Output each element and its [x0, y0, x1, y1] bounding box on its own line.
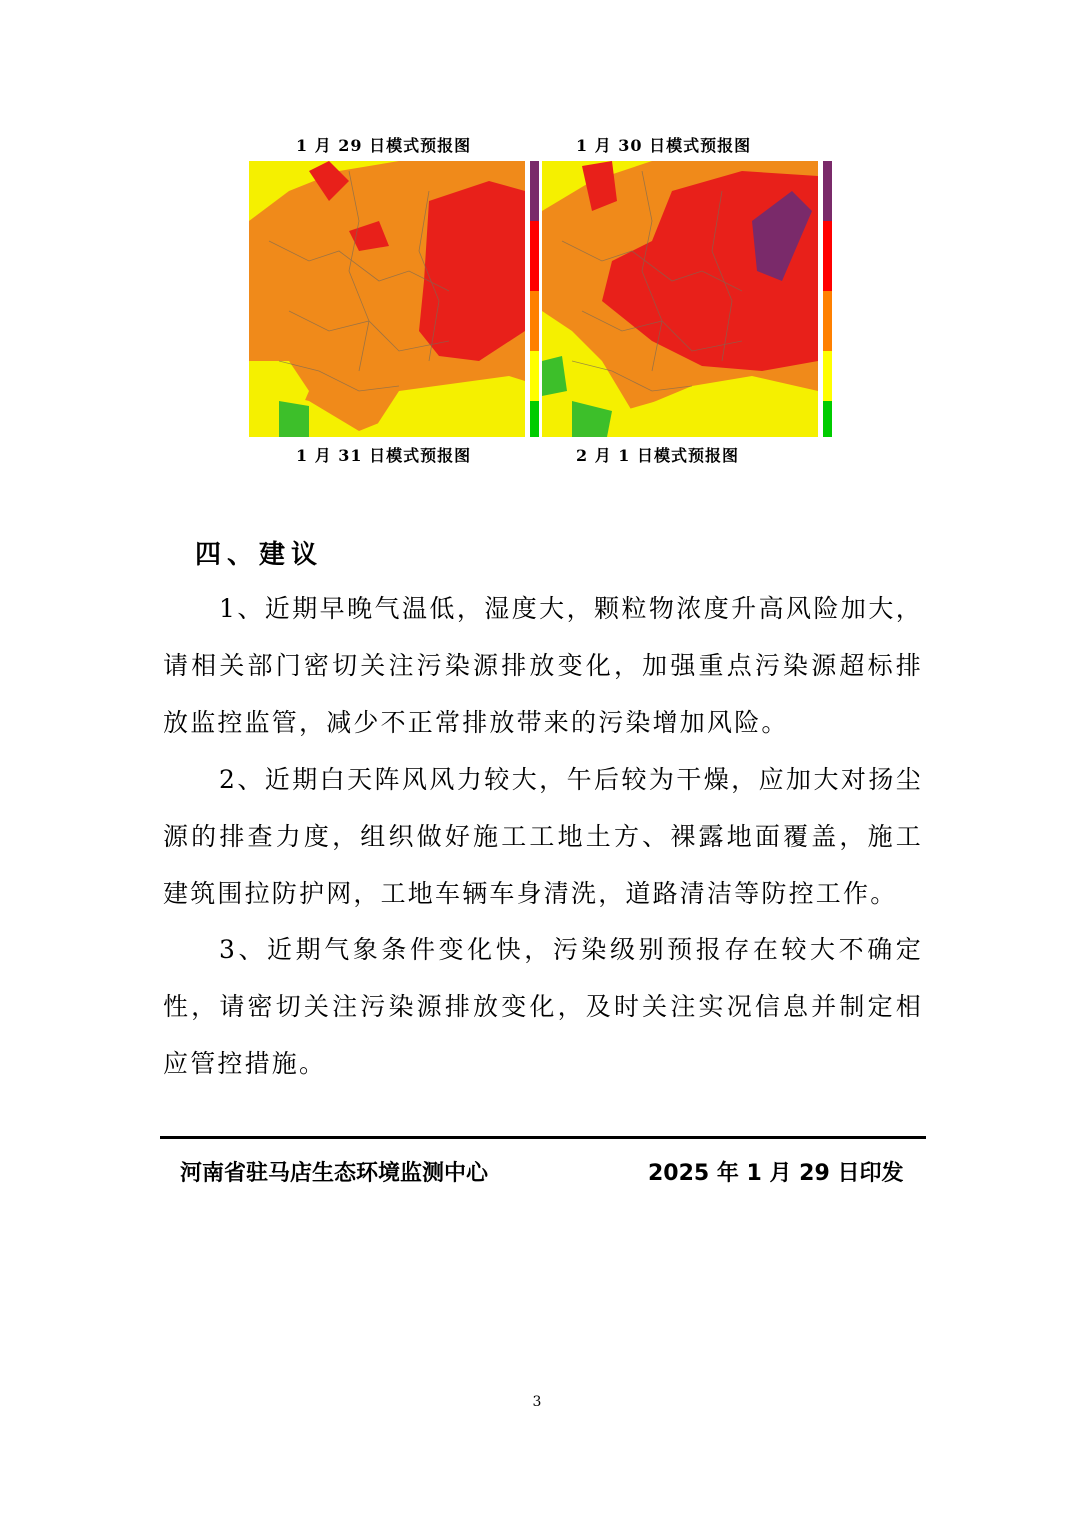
map-caption-jan31: 1 月 31 日模式预报图: [296, 446, 472, 465]
legend-bar-right: [823, 161, 832, 437]
footer-date: 2025 年 1 月 29 日印发: [648, 1161, 904, 1186]
legend-bar-left: [530, 161, 539, 437]
paragraph-3: 3、近期气象条件变化快，污染级别预报存在较大不确定性，请密切关注污染源排放变化，及时关注实况信息并制定相应管控措施。: [163, 935, 923, 1078]
map-caption-jan30: 1 月 30 日模式预报图: [576, 136, 752, 155]
paragraph-2: 2、近期白天阵风风力较大，午后较为干燥，应加大对扬尘源的排查力度，组织做好施工工地土方、裸露地面覆盖，施工建筑围拉防护网，工地车辆车身清洗，道路清洁等防控工作。: [163, 765, 923, 908]
paragraph-1: 1、近期早晚气温低，湿度大，颗粒物浓度升高风险加大，请相关部门密切关注污染源排放变化，加强重点污染源超标排放监控监管，减少不正常排放带来的污染增加风险。: [163, 594, 923, 737]
map-caption-feb1: 2 月 1 日模式预报图: [576, 446, 739, 465]
section-title: 四、建议: [195, 540, 324, 570]
footer-issuer: 河南省驻马店生态环境监测中心: [180, 1161, 489, 1186]
page-number: 3: [532, 1394, 542, 1410]
forecast-map-left: [249, 161, 525, 437]
footer-rule: [160, 1136, 926, 1139]
map-caption-jan29: 1 月 29 日模式预报图: [296, 136, 472, 155]
forecast-map-right: [542, 161, 818, 437]
